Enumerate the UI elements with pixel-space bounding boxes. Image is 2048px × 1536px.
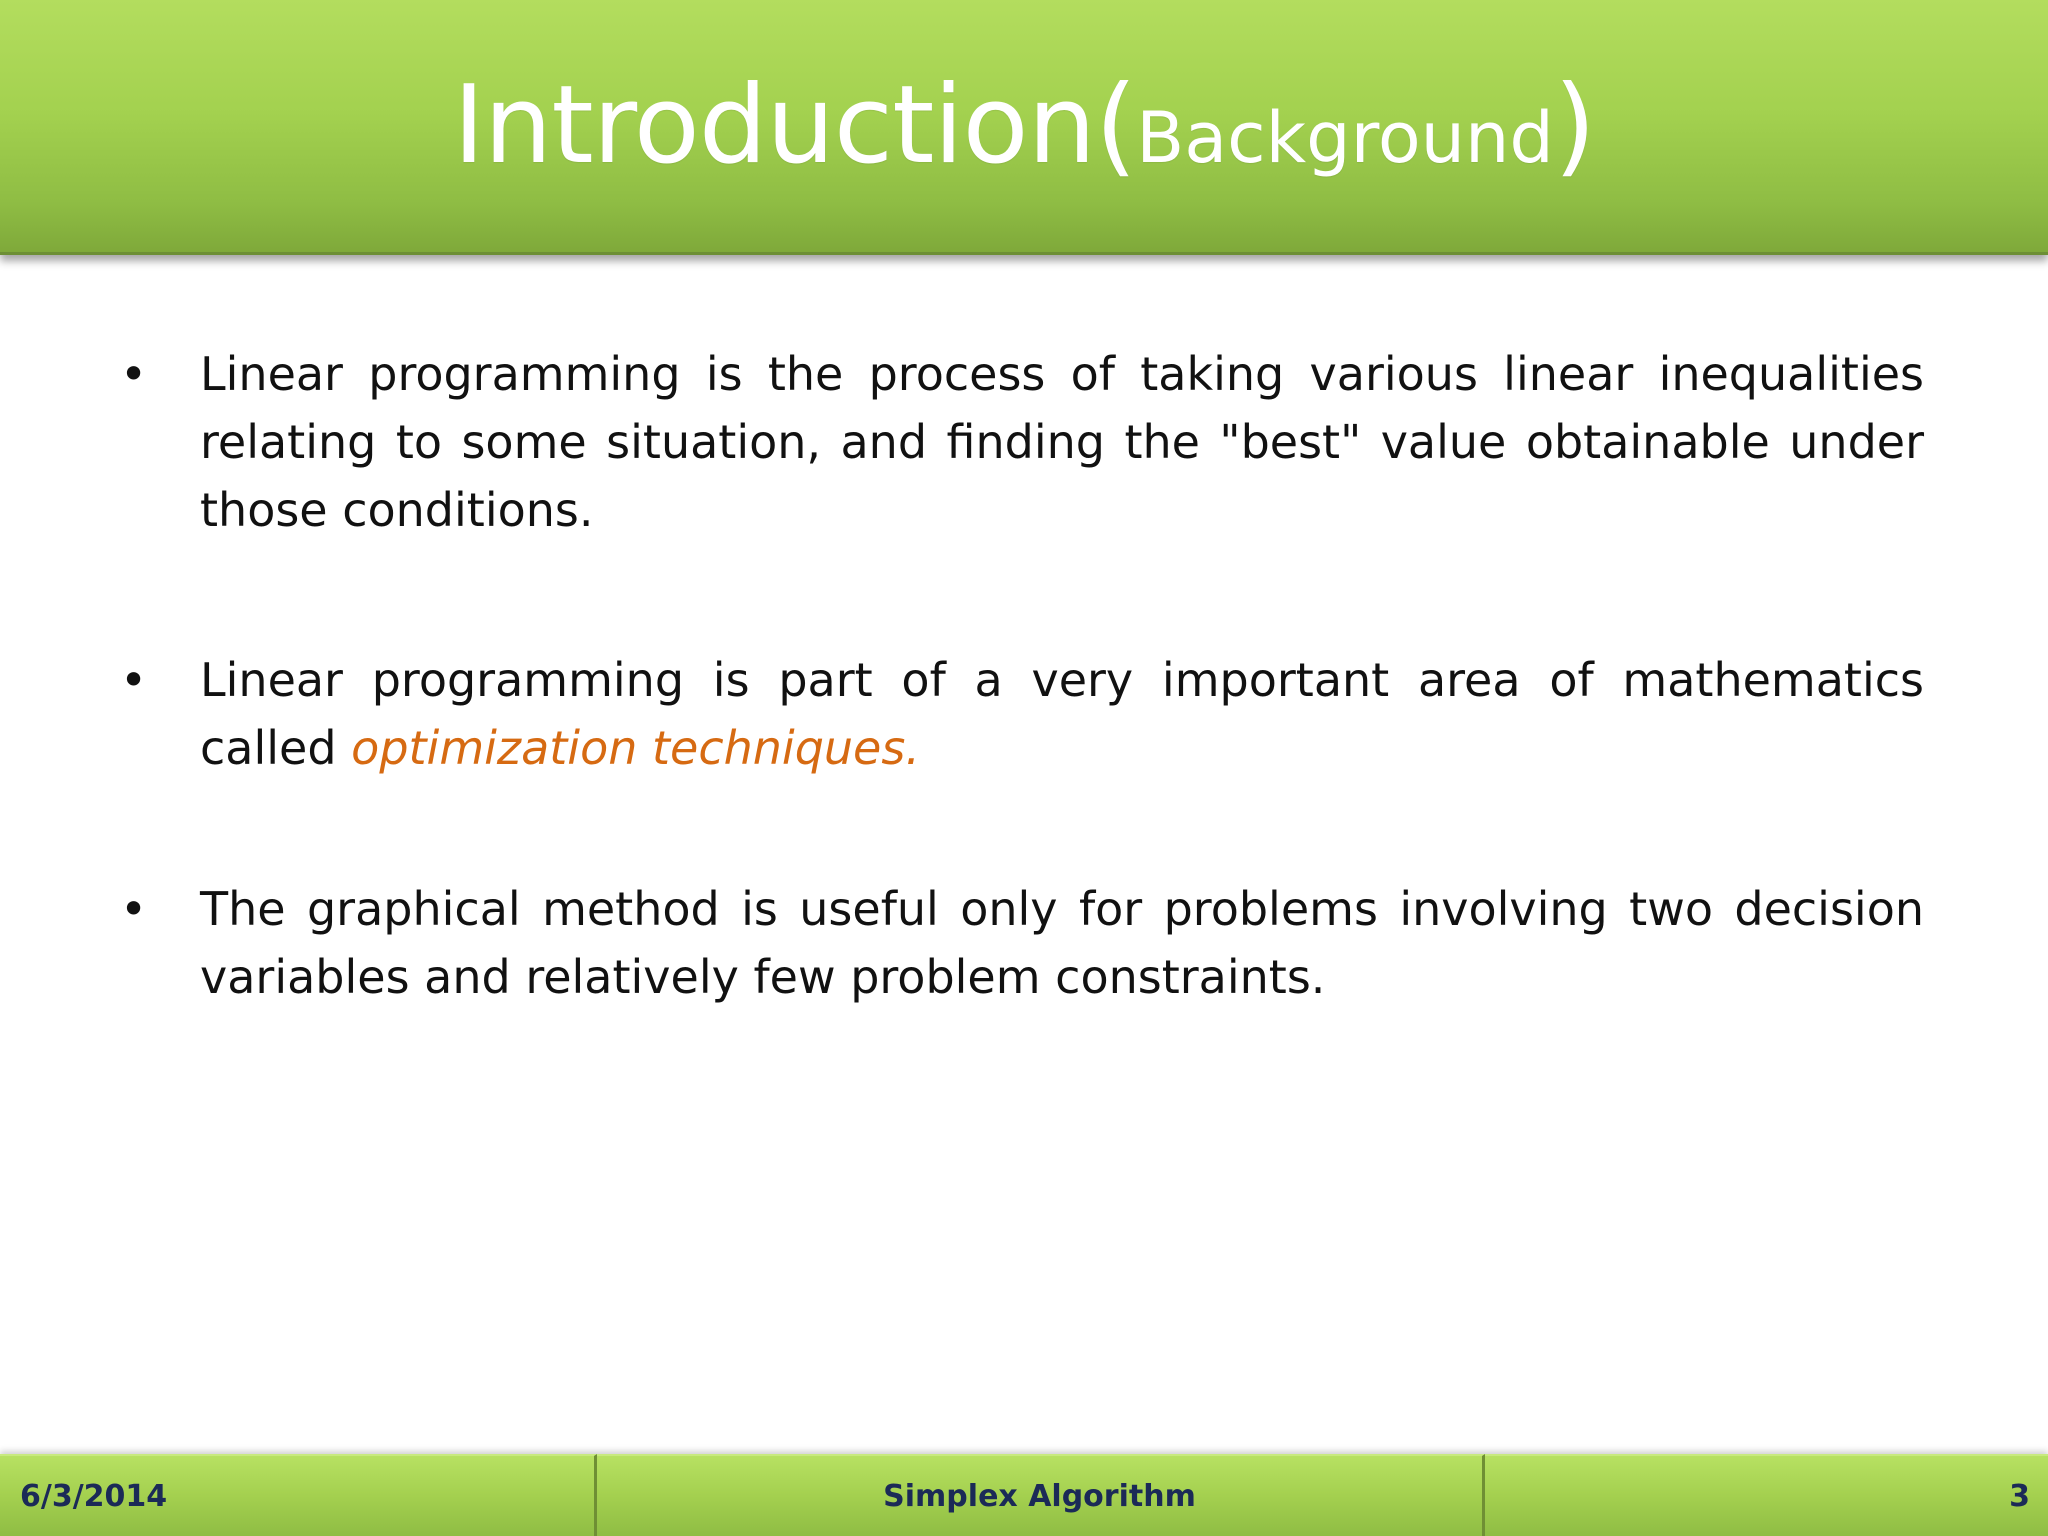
- footer-title: Simplex Algorithm: [597, 1454, 1485, 1536]
- bullet-text: Linear programming is the process of taking various linear inequalities relating to some situation, and finding the "best" value obtainable under those conditions.: [200, 347, 1924, 537]
- slide-footer: [0, 1454, 2048, 1536]
- bullet-marker: •: [120, 882, 148, 936]
- footer-date: 6/3/2014: [0, 1454, 597, 1536]
- bullet-item: [120, 340, 1924, 544]
- bullet-text: The graphical method is useful only for problems involving two decision variables and relatively few problem constraints.: [200, 882, 1924, 1004]
- slide-title: [453, 63, 1595, 188]
- bullet-marker: •: [120, 347, 148, 401]
- highlighted-term: optimization techniques.: [351, 721, 920, 775]
- slide-title-main: Introduction(: [453, 63, 1137, 188]
- slide-title-close-paren: ): [1553, 63, 1595, 188]
- footer-page-number: 3: [1485, 1454, 2048, 1536]
- bullet-item: [120, 875, 1924, 1011]
- bullet-item: [120, 646, 1924, 782]
- slide-title-subtitle: Background: [1136, 97, 1554, 179]
- bullet-marker: •: [120, 653, 148, 707]
- bullet-list: [120, 340, 1924, 1113]
- bullet-text: Linear programming is part of a very important area of mathematics called: [200, 653, 1924, 775]
- slide-title-bar: [0, 0, 2048, 255]
